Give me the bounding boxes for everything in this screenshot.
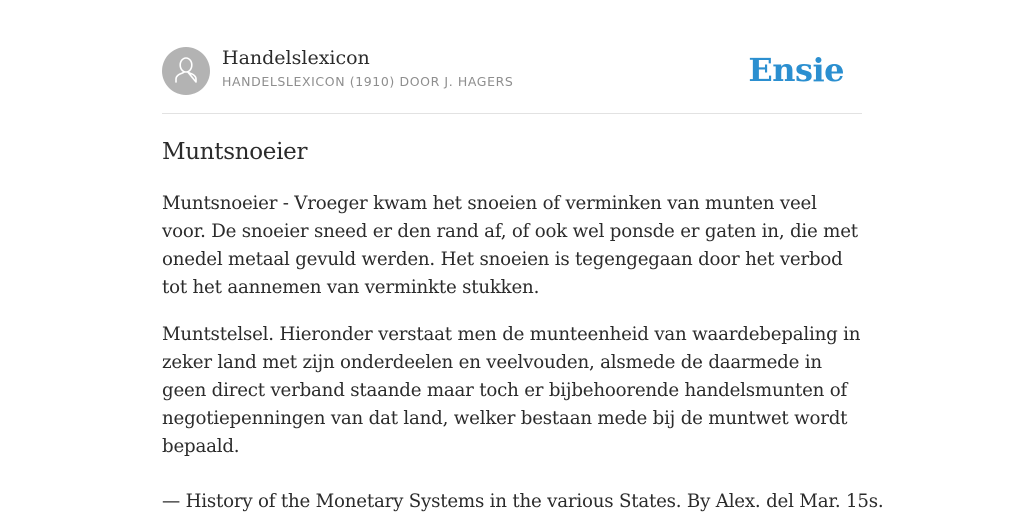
user-silhouette-icon[interactable] bbox=[162, 47, 210, 95]
article-paragraph: Muntsnoeier - Vroeger kwam het snoeien of verminken van munten veel voor. De snoeier sneed er den rand af, of ook wel ponsde er gaten in, die met onedel metaal gevuld werden. Het snoeien is tegengegaan door het verbod tot het aannemen van verminkte stukken. bbox=[162, 193, 858, 298]
source-subtitle[interactable]: HANDELSLEXICON (1910) DOOR J. HAGERS bbox=[222, 74, 514, 89]
article-title: Muntsnoeier bbox=[162, 139, 308, 165]
brand-logo-link[interactable]: Ensie bbox=[748, 51, 844, 89]
article bbox=[162, 136, 884, 512]
article-paragraph: Muntstelsel. Hieronder verstaat men de munteenheid van waardebepaling in zeker land met zijn onderdeelen en veelvouden, alsmede de daarmede in geen direct verband staande maar toch er bijbehoorende handelsmunten of negotiepenningen van dat land, welker bestaan mede bij de muntwet wordt bepaald. bbox=[162, 324, 861, 457]
article-paragraph: — History of the Monetary Systems in the various States. By Alex. del Mar. 15s. bbox=[162, 491, 884, 512]
header-divider bbox=[162, 113, 862, 114]
source-title[interactable]: Handelslexicon bbox=[222, 47, 370, 69]
source-header bbox=[162, 46, 862, 96]
